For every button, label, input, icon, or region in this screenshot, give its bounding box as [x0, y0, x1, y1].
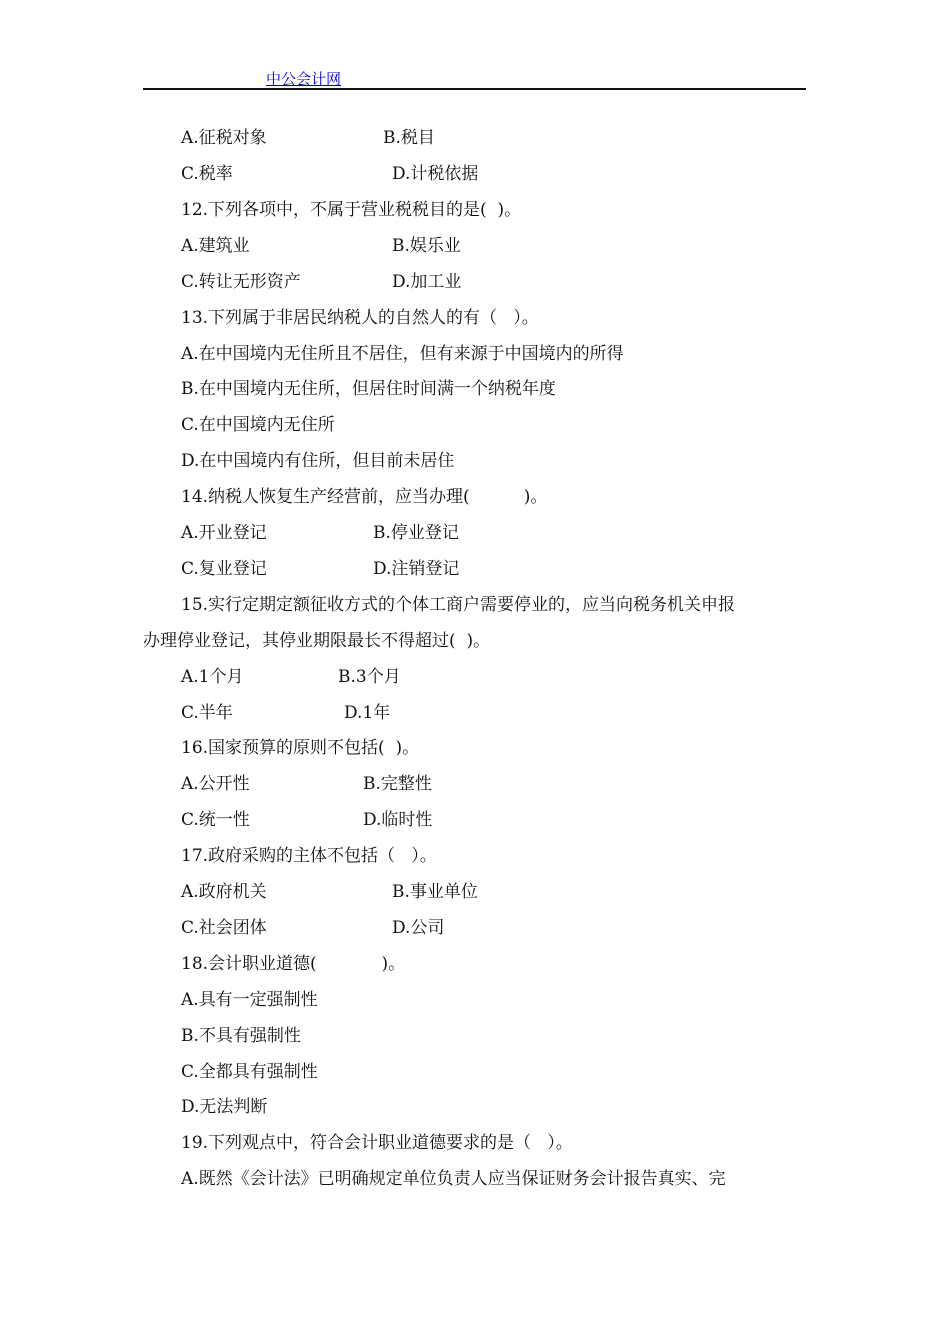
option-d: D.注销登记	[373, 559, 460, 579]
header-divider	[143, 88, 806, 90]
option-d: D.计税依据	[392, 164, 479, 184]
option-b: B.在中国境内无住所，但居住时间满一个纳税年度	[181, 379, 556, 399]
option-b: B.娱乐业	[392, 236, 461, 256]
option-a: A.1个月	[181, 667, 244, 687]
question-15: 15.实行定期定额征收方式的个体工商户需要停业的，应当向税务机关申报	[181, 595, 736, 615]
question-17: 17.政府采购的主体不包括（ ）。	[181, 846, 437, 866]
question-15-continued: 办理停业登记，其停业期限最长不得超过( )。	[143, 631, 491, 651]
option-c: C.在中国境内无住所	[181, 415, 335, 435]
option-a: A.开业登记	[181, 523, 267, 543]
option-c: C.半年	[181, 703, 233, 723]
option-a: A.建筑业	[181, 236, 250, 256]
option-d: D.公司	[392, 918, 445, 938]
option-b: B.停业登记	[373, 523, 459, 543]
option-d: D.在中国境内有住所，但目前未居住	[181, 451, 455, 471]
option-a: A.在中国境内无住所且不居住，但有来源于中国境内的所得	[181, 344, 624, 364]
option-c: C.税率	[181, 164, 233, 184]
question-18: 18.会计职业道德( )。	[181, 954, 406, 974]
option-b: B.完整性	[363, 774, 432, 794]
option-a: A.政府机关	[181, 882, 267, 902]
option-c: C.复业登记	[181, 559, 267, 579]
option-d: D.无法判断	[181, 1097, 268, 1117]
option-b: B.不具有强制性	[181, 1026, 301, 1046]
option-a: A.公开性	[181, 774, 250, 794]
site-name-link[interactable]: 中公会计网	[266, 70, 342, 88]
option-b: B.事业单位	[392, 882, 478, 902]
option-a: A.具有一定强制性	[181, 990, 318, 1010]
option-d: D.1年	[344, 703, 391, 723]
question-13: 13.下列属于非居民纳税人的自然人的有（ ）。	[181, 308, 539, 328]
option-b: B.3个月	[338, 667, 401, 687]
question-16: 16.国家预算的原则不包括( )。	[181, 738, 420, 758]
option-a: A.征税对象	[181, 128, 267, 148]
option-d: D.加工业	[392, 272, 462, 292]
question-14: 14.纳税人恢复生产经营前，应当办理( )。	[181, 487, 548, 507]
option-c: C.统一性	[181, 810, 250, 830]
option-c: C.全都具有强制性	[181, 1062, 318, 1082]
option-b: B.税目	[383, 128, 435, 148]
option-d: D.临时性	[363, 810, 433, 830]
option-a: A.既然《会计法》已明确规定单位负责人应当保证财务会计报告真实、完	[181, 1169, 726, 1189]
option-c: C.社会团体	[181, 918, 267, 938]
question-12: 12.下列各项中，不属于营业税税目的是( )。	[181, 200, 522, 220]
question-19: 19.下列观点中，符合会计职业道德要求的是（ ）。	[181, 1133, 573, 1153]
option-c: C.转让无形资产	[181, 272, 301, 292]
